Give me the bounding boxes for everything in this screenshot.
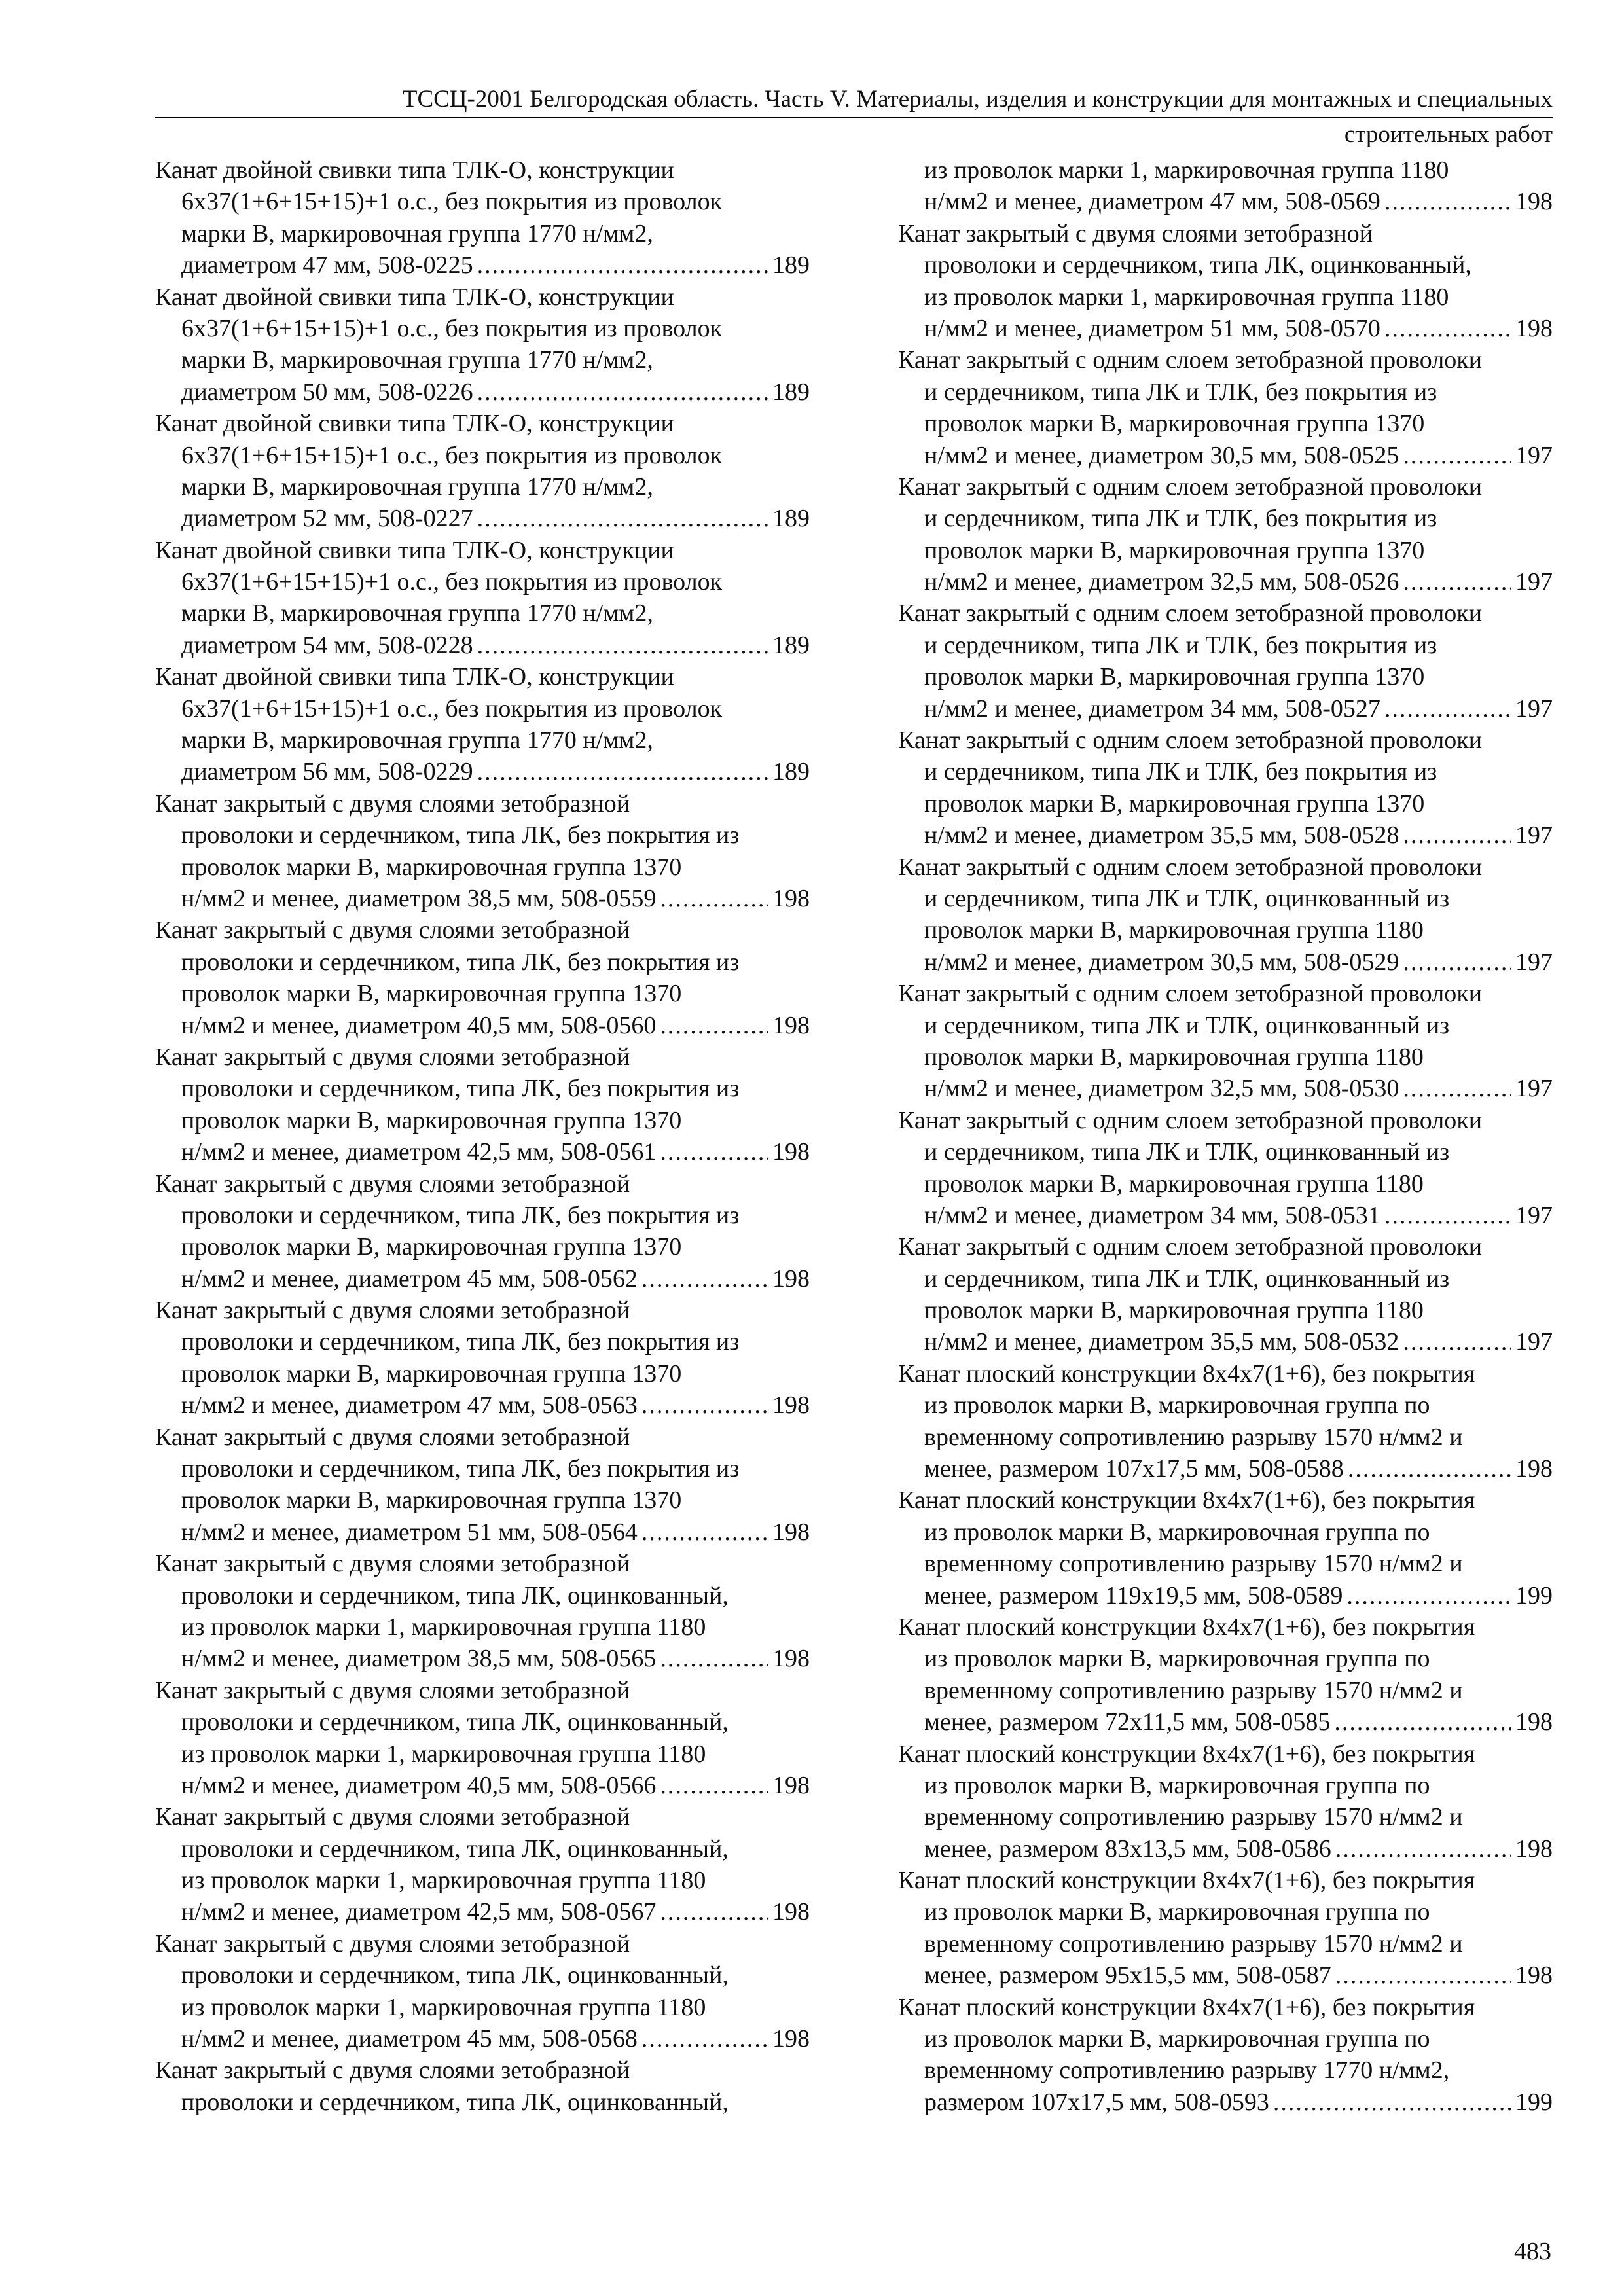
dot-leader: [1384, 313, 1511, 344]
index-entry-text: н/мм2 и менее, диаметром 34 мм, 508-0531: [924, 1201, 1380, 1229]
index-entry-line: проволок марки В, маркировочная группа 1180: [924, 1043, 1424, 1071]
index-entry-line: Канат закрытый с двумя слоями зетобразной: [155, 1803, 630, 1831]
index-entry: [898, 852, 1553, 978]
index-entry-line: проволок марки В, маркировочная группа 1370: [924, 536, 1425, 564]
index-entry-page: 198: [772, 2025, 810, 2053]
index-entry-page: 197: [1515, 568, 1553, 596]
index-entry-line: Канат закрытый с двумя слоями зетобразной: [155, 789, 630, 817]
index-entry-line: марки В, маркировочная группа 1770 н/мм2,: [181, 726, 653, 755]
index-entry-text: н/мм2 и менее, диаметром 42,5 мм, 508-0561: [181, 1138, 657, 1166]
index-column-left: [155, 154, 810, 2118]
index-entry-page: 198: [772, 1518, 810, 1546]
dot-leader: [477, 249, 768, 281]
index-entry-line: и сердечником, типа ЛК и ТЛК, без покрытия из: [924, 378, 1437, 406]
index-entry-line: [155, 1643, 810, 1674]
index-entry: [155, 2054, 810, 2118]
page-header: [155, 84, 1553, 151]
index-entry-page: 198: [1515, 1835, 1553, 1863]
index-entry: [898, 154, 1553, 218]
index-entry-line: из проволок марки 1, маркировочная группа 1180: [181, 1740, 706, 1768]
index-entry-line: Канат двойной свивки типа ТЛК-О, конструкции: [155, 410, 674, 438]
index-entry-text: диаметром 47 мм, 508-0225: [181, 251, 473, 279]
index-entry-line: [155, 503, 810, 534]
index-entry-line: проволоки и сердечником, типа ЛК, оцинкованный,: [181, 1835, 729, 1863]
index-entry-page: 199: [1515, 1581, 1553, 1609]
index-entry-text: н/мм2 и менее, диаметром 42,5 мм, 508-0567: [181, 1898, 657, 1926]
index-entry-line: Канат двойной свивки типа ТЛК-О, конструкции: [155, 156, 674, 184]
index-entry: [155, 154, 810, 281]
index-entry-line: [898, 313, 1553, 344]
index-entry-line: Канат закрытый с одним слоем зетобразной проволоки: [898, 853, 1483, 881]
index-entry-line: проволок марки В, маркировочная группа 1370: [924, 663, 1425, 691]
page-number: 483: [1514, 2238, 1551, 2265]
index-entry: [155, 1041, 810, 1168]
index-entry-line: [155, 376, 810, 408]
index-entry-text: менее, размером 72х11,5 мм, 508-0585: [924, 1708, 1331, 1736]
index-entry-line: проволоки и сердечником, типа ЛК, оцинкованный,: [181, 1581, 729, 1609]
dot-leader: [1273, 2087, 1511, 2118]
index-entry-text: н/мм2 и менее, диаметром 45 мм, 508-0562: [181, 1265, 638, 1293]
index-entry-line: проволок марки В, маркировочная группа 1180: [924, 1297, 1424, 1325]
index-entry-line: из проволок марки В, маркировочная группа по: [924, 1898, 1430, 1926]
index-entry-line: из проволок марки В, маркировочная группа по: [924, 1645, 1430, 1673]
index-entry-line: Канат двойной свивки типа ТЛК-О, конструкции: [155, 283, 674, 311]
dot-leader: [1403, 1326, 1511, 1357]
index-entry-page: 198: [772, 1898, 810, 1926]
index-entry-line: и сердечником, типа ЛК и ТЛК, без покрытия из: [924, 631, 1437, 659]
dot-leader: [477, 376, 768, 408]
index-entry-text: менее, размером 83х13,5 мм, 508-0586: [924, 1835, 1331, 1863]
index-entry: [155, 1801, 810, 1928]
index-entry-text: н/мм2 и менее, диаметром 47 мм, 508-0563: [181, 1391, 638, 1420]
dot-leader: [1384, 693, 1511, 725]
dot-leader: [1403, 566, 1511, 598]
index-entry-line: проволок марки В, маркировочная группа 1370: [181, 1233, 682, 1261]
index-entry-page: 198: [772, 1011, 810, 1039]
index-entry-line: [898, 1453, 1553, 1484]
index-entry-text: размером 107х17,5 мм, 508-0593: [924, 2088, 1269, 2116]
index-entry-line: Канат плоский конструкции 8х4х7(1+6), без покрытия: [898, 1486, 1475, 1515]
index-entry-line: [155, 883, 810, 914]
index-entry-line: [898, 2087, 1553, 2118]
index-entry-line: временному сопротивлению разрыву 1570 н/мм2 и: [924, 1676, 1463, 1704]
index-column-right: [898, 154, 1553, 2118]
index-entry-text: н/мм2 и менее, диаметром 38,5 мм, 508-0559: [181, 884, 657, 912]
dot-leader: [477, 756, 768, 787]
index-entry: [898, 471, 1553, 598]
index-entry: [898, 1992, 1553, 2119]
index-entry-line: [155, 630, 810, 661]
index-entry-line: [898, 440, 1553, 471]
index-entry-line: Канат закрытый с двумя слоями зетобразной: [155, 916, 630, 944]
index-entry-page: 197: [1515, 694, 1553, 723]
dot-leader: [641, 1263, 768, 1295]
index-entry-text: н/мм2 и менее, диаметром 47 мм, 508-0569: [924, 188, 1380, 216]
index-entry-line: проволок марки В, маркировочная группа 1370: [924, 410, 1425, 438]
index-entry: [155, 788, 810, 915]
index-entry-line: [155, 2023, 810, 2054]
index-entry: [898, 1231, 1553, 1358]
dot-leader: [1384, 186, 1511, 217]
index-entry-line: Канат закрытый с одним слоем зетобразной проволоки: [898, 980, 1483, 1008]
dot-leader: [1335, 1833, 1511, 1865]
index-entry-page: 198: [1515, 1708, 1553, 1736]
index-entry-text: н/мм2 и менее, диаметром 35,5 мм, 508-0532: [924, 1328, 1399, 1356]
index-entry-page: 199: [1515, 2088, 1553, 2116]
index-entry: [898, 344, 1553, 471]
index-entry-line: проволок марки В, маркировочная группа 1370: [181, 1359, 682, 1388]
index-entry-line: проволоки и сердечником, типа ЛК, без покрытия из: [181, 1328, 740, 1356]
index-entry-line: [155, 1263, 810, 1295]
index-entry: [155, 1422, 810, 1549]
index-entry: [898, 1738, 1553, 1865]
index-entry-page: 189: [772, 505, 810, 533]
index-entry-line: Канат закрытый с двумя слоями зетобразной: [155, 2056, 630, 2085]
index-entry-line: 6х37(1+6+15+15)+1 о.с., без покрытия из проволок: [181, 188, 723, 216]
index-entry-line: и сердечником, типа ЛК и ТЛК, оцинкованный из: [924, 884, 1450, 912]
index-entry-line: [898, 1326, 1553, 1357]
index-entry-line: Канат закрытый с одним слоем зетобразной проволоки: [898, 600, 1483, 628]
index-entry-page: 197: [1515, 1328, 1553, 1356]
index-entry-line: проволоки и сердечником, типа ЛК, без покрытия из: [181, 1075, 740, 1103]
index-entry-page: 189: [772, 758, 810, 786]
index-entry-line: временному сопротивлению разрыву 1570 н/мм2 и: [924, 1929, 1463, 1958]
index-entry-page: 198: [1515, 314, 1553, 342]
index-entry-line: марки В, маркировочная группа 1770 н/мм2,: [181, 473, 653, 501]
index-entry-page: 197: [1515, 1075, 1553, 1103]
index-entry-page: 198: [772, 884, 810, 912]
index-entry-page: 197: [1515, 1201, 1553, 1229]
index-entry-line: из проволок марки 1, маркировочная группа 1180: [181, 1993, 706, 2021]
index-entry-line: проволоки и сердечником, типа ЛК, без покрытия из: [181, 821, 740, 850]
index-entry-line: Канат закрытый с двумя слоями зетобразной: [155, 1170, 630, 1198]
dot-leader: [1335, 1960, 1511, 1991]
index-entry-page: 198: [1515, 1962, 1553, 1990]
index-entry: [155, 1295, 810, 1422]
index-entry-line: [155, 1010, 810, 1041]
index-entry-line: [155, 249, 810, 281]
index-entry-line: проволоки и сердечником, типа ЛК, без покрытия из: [181, 1201, 740, 1229]
index-entry-text: н/мм2 и менее, диаметром 34 мм, 508-0527: [924, 694, 1380, 723]
index-entry-line: 6х37(1+6+15+15)+1 о.с., без покрытия из проволок: [181, 694, 723, 723]
index-entry-page: 198: [772, 1645, 810, 1673]
index-entry: [898, 1484, 1553, 1611]
index-entry-line: проволок марки В, маркировочная группа 1370: [181, 1106, 682, 1134]
index-entry-line: Канат закрытый с одним слоем зетобразной проволоки: [898, 726, 1483, 755]
index-entry: [155, 1928, 810, 2055]
dot-leader: [1348, 1453, 1511, 1484]
index-entry-line: [898, 1960, 1553, 1991]
index-entry-text: н/мм2 и менее, диаметром 30,5 мм, 508-0525: [924, 441, 1399, 469]
index-entry-line: из проволок марки В, маркировочная группа по: [924, 2025, 1430, 2053]
index-entry-line: [898, 1833, 1553, 1865]
index-entry-page: 198: [772, 1265, 810, 1293]
dot-leader: [641, 1516, 768, 1548]
index-entry-text: менее, размером 119х19,5 мм, 508-0589: [924, 1581, 1343, 1609]
index-entry-text: менее, размером 95х15,5 мм, 508-0587: [924, 1962, 1331, 1990]
index-entry-line: из проволок марки В, маркировочная группа по: [924, 1771, 1430, 1799]
index-entry-line: [155, 756, 810, 787]
index-entry-line: Канат закрытый с двумя слоями зетобразной: [155, 1423, 630, 1451]
index-entry-page: 198: [772, 1391, 810, 1420]
index-entry-line: 6х37(1+6+15+15)+1 о.с., без покрытия из проволок: [181, 314, 723, 342]
index-entry-line: марки В, маркировочная группа 1770 н/мм2,: [181, 600, 653, 628]
index-entry-line: проволок марки В, маркировочная группа 1370: [181, 1486, 682, 1515]
index-entry-page: 197: [1515, 948, 1553, 976]
index-entry-line: [898, 1073, 1553, 1104]
index-entry-line: Канат закрытый с одним слоем зетобразной проволоки: [898, 473, 1483, 501]
dot-leader: [660, 1010, 768, 1041]
index-entry-line: марки В, маркировочная группа 1770 н/мм2,: [181, 346, 653, 374]
index-entry: [898, 598, 1553, 725]
dot-leader: [1403, 440, 1511, 471]
index-entry-line: Канат двойной свивки типа ТЛК-О, конструкции: [155, 536, 674, 564]
dot-leader: [1403, 819, 1511, 851]
index-entry: [898, 978, 1553, 1105]
dot-leader: [641, 1390, 768, 1421]
index-entry-line: проволок марки В, маркировочная группа 1180: [924, 1170, 1424, 1198]
dot-leader: [1403, 1073, 1511, 1104]
index-entry-line: из проволок марки 1, маркировочная группа 1180: [924, 283, 1449, 311]
index-entry: [898, 1865, 1553, 1992]
index-entry-line: и сердечником, типа ЛК и ТЛК, оцинкованный из: [924, 1265, 1450, 1293]
index-entry-line: проволоки и сердечником, типа ЛК, без покрытия из: [181, 1455, 740, 1483]
index-entry-line: Канат закрытый с одним слоем зетобразной проволоки: [898, 346, 1483, 374]
index-entry-text: н/мм2 и менее, диаметром 40,5 мм, 508-0566: [181, 1771, 657, 1799]
index-entry: [155, 1548, 810, 1675]
index-entry-line: [898, 819, 1553, 851]
header-title-line1: ТССЦ-2001 Белгородская область. Часть V. Материалы, изделия и конструкции для монтажных и специальных: [402, 86, 1553, 113]
dot-leader: [477, 503, 768, 534]
index-entry-line: проволок марки В, маркировочная группа 1370: [181, 853, 682, 881]
index-entry-line: проволоки и сердечником, типа ЛК, оцинкованный,: [181, 2088, 729, 2116]
index-entry: [898, 218, 1553, 345]
dot-leader: [660, 1770, 768, 1801]
index-entry-text: диаметром 54 мм, 508-0228: [181, 631, 473, 659]
index-entry-line: проволок марки В, маркировочная группа 1180: [924, 916, 1424, 944]
index-entry-page: 198: [1515, 188, 1553, 216]
index-entry-page: 189: [772, 378, 810, 406]
index-entry-text: диаметром 52 мм, 508-0227: [181, 505, 473, 533]
index-entry-line: проволоки и сердечником, типа ЛК, оцинкованный,: [181, 1708, 729, 1736]
index-entry-page: 189: [772, 251, 810, 279]
index-entry-line: из проволок марки В, маркировочная группа по: [924, 1391, 1430, 1420]
index-entry-line: и сердечником, типа ЛК и ТЛК, оцинкованный из: [924, 1011, 1450, 1039]
index-entry-line: и сердечником, типа ЛК и ТЛК, оцинкованный из: [924, 1138, 1450, 1166]
index-entry-line: Канат плоский конструкции 8х4х7(1+6), без покрытия: [898, 1359, 1475, 1388]
index-entry-text: н/мм2 и менее, диаметром 35,5 мм, 508-0528: [924, 821, 1399, 850]
index-entry-line: Канат двойной свивки типа ТЛК-О, конструкции: [155, 663, 674, 691]
index-entry-line: проволоки и сердечником, типа ЛК, оцинкованный,: [924, 251, 1471, 279]
index-entry-line: 6х37(1+6+15+15)+1 о.с., без покрытия из проволок: [181, 568, 723, 596]
index-entry-line: [898, 566, 1553, 598]
dot-leader: [660, 1896, 768, 1928]
index-entry-text: н/мм2 и менее, диаметром 51 мм, 508-0570: [924, 314, 1380, 342]
index-entry-line: Канат плоский конструкции 8х4х7(1+6), без покрытия: [898, 1867, 1475, 1895]
index-entry-line: Канат плоский конструкции 8х4х7(1+6), без покрытия: [898, 1993, 1475, 2021]
header-rule: [155, 117, 1553, 118]
index-entry-line: временному сопротивлению разрыву 1770 н/мм2,: [924, 2056, 1450, 2085]
index-entry-text: менее, размером 107х17,5 мм, 508-0588: [924, 1455, 1344, 1483]
index-entry-page: 198: [772, 1138, 810, 1166]
index-entry-line: Канат закрытый с двумя слоями зетобразной: [155, 1676, 630, 1704]
index-entry-line: проволоки и сердечником, типа ЛК, оцинкованный,: [181, 1962, 729, 1990]
index-entry-line: временному сопротивлению разрыву 1570 н/мм2 и: [924, 1803, 1463, 1831]
index-entry: [155, 1168, 810, 1295]
index-entry-line: [155, 1390, 810, 1421]
index-entry-text: н/мм2 и менее, диаметром 32,5 мм, 508-0530: [924, 1075, 1399, 1103]
index-entry-page: 197: [1515, 441, 1553, 469]
index-entry-line: Канат закрытый с двумя слоями зетобразной: [155, 1929, 630, 1958]
index-entry-line: и сердечником, типа ЛК и ТЛК, без покрытия из: [924, 505, 1437, 533]
index-entry-line: 6х37(1+6+15+15)+1 о.с., без покрытия из проволок: [181, 441, 723, 469]
index-entry-text: н/мм2 и менее, диаметром 30,5 мм, 508-0529: [924, 948, 1399, 976]
index-entry-line: проволок марки В, маркировочная группа 1370: [181, 980, 682, 1008]
dot-leader: [641, 2023, 768, 2054]
index-entry-line: проволок марки В, маркировочная группа 1370: [924, 789, 1425, 817]
index-entry: [155, 535, 810, 662]
dot-leader: [660, 1643, 768, 1674]
index-entry: [898, 725, 1553, 852]
index-entry-text: диаметром 56 мм, 508-0229: [181, 758, 473, 786]
index-entry-line: [155, 1770, 810, 1801]
index-entry: [898, 1105, 1553, 1232]
dot-leader: [660, 1136, 768, 1168]
index-entry-page: 198: [772, 1771, 810, 1799]
index-entry-line: Канат закрытый с двумя слоями зетобразной: [155, 1297, 630, 1325]
index-entry-line: [898, 693, 1553, 725]
index-entry-line: Канат закрытый с одним слоем зетобразной проволоки: [898, 1106, 1483, 1134]
index-entry-line: и сердечником, типа ЛК и ТЛК, без покрытия из: [924, 758, 1437, 786]
index-entry-line: [898, 1706, 1553, 1738]
index-entry-text: н/мм2 и менее, диаметром 51 мм, 508-0564: [181, 1518, 638, 1546]
index-entry-line: [155, 1516, 810, 1548]
index-entry: [155, 661, 810, 788]
index-entry-line: временному сопротивлению разрыву 1570 н/мм2 и: [924, 1550, 1463, 1578]
index-entry-line: [898, 186, 1553, 217]
index-entry-line: из проволок марки 1, маркировочная группа 1180: [181, 1613, 706, 1641]
index-entry-text: н/мм2 и менее, диаметром 32,5 мм, 508-0526: [924, 568, 1399, 596]
index-entry-text: н/мм2 и менее, диаметром 38,5 мм, 508-0565: [181, 1645, 657, 1673]
index-entry-line: проволоки и сердечником, типа ЛК, без покрытия из: [181, 948, 740, 976]
dot-leader: [1384, 1200, 1511, 1231]
index-entry-text: диаметром 50 мм, 508-0226: [181, 378, 473, 406]
index-entry: [155, 281, 810, 408]
dot-leader: [660, 883, 768, 914]
index-entry-text: н/мм2 и менее, диаметром 45 мм, 508-0568: [181, 2025, 638, 2053]
index-entry: [155, 1675, 810, 1802]
index-entry-line: временному сопротивлению разрыву 1570 н/мм2 и: [924, 1423, 1463, 1451]
index-entry: [898, 1358, 1553, 1485]
dot-leader: [1334, 1706, 1511, 1738]
index-entry-line: из проволок марки В, маркировочная группа по: [924, 1518, 1430, 1546]
index-entry-line: [898, 946, 1553, 978]
index-entry: [155, 408, 810, 535]
index-entry-page: 198: [1515, 1455, 1553, 1483]
header-title-line2: строительных работ: [1344, 121, 1553, 148]
dot-leader: [1403, 946, 1511, 978]
index-entry-line: [155, 1896, 810, 1928]
index-entry-line: Канат закрытый с двумя слоями зетобразной: [898, 219, 1373, 247]
index-entry-line: [898, 1580, 1553, 1611]
index-entry-page: 197: [1515, 821, 1553, 850]
index-entry-line: марки В, маркировочная группа 1770 н/мм2,: [181, 219, 653, 247]
index-entry: [155, 914, 810, 1041]
index-entry-line: Канат закрытый с двумя слоями зетобразной: [155, 1550, 630, 1578]
index-entry-text: н/мм2 и менее, диаметром 40,5 мм, 508-0560: [181, 1011, 657, 1039]
index-entry-line: [155, 1136, 810, 1168]
dot-leader: [1346, 1580, 1511, 1611]
index-entry-line: Канат закрытый с двумя слоями зетобразной: [155, 1043, 630, 1071]
dot-leader: [477, 630, 768, 661]
index-entry-line: [898, 1200, 1553, 1231]
index-entry-line: Канат плоский конструкции 8х4х7(1+6), без покрытия: [898, 1613, 1475, 1641]
index-entry-line: из проволок марки 1, маркировочная группа 1180: [924, 156, 1449, 184]
index-entry-page: 189: [772, 631, 810, 659]
index-entry-line: из проволок марки 1, маркировочная группа 1180: [181, 1867, 706, 1895]
index-entry: [898, 1611, 1553, 1738]
index-entry-line: Канат плоский конструкции 8х4х7(1+6), без покрытия: [898, 1740, 1475, 1768]
index-entry-line: Канат закрытый с одним слоем зетобразной проволоки: [898, 1233, 1483, 1261]
